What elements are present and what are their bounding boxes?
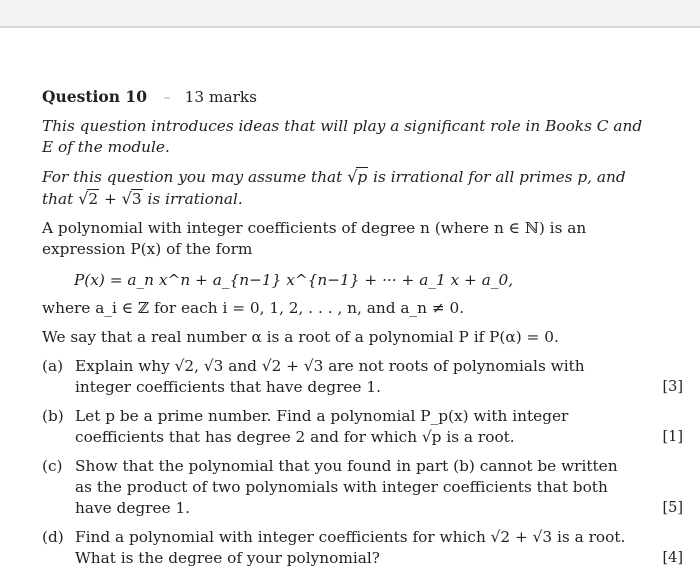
part-label: (b) [42,407,64,425]
top-toolbar-strip [0,0,700,26]
coefficient-condition: where a_i ∈ ℤ for each i = 0, 1, 2, . . . , n, and a_n ≠ 0. [42,299,465,317]
sqrt-p: √p [347,167,368,186]
part-marks: [5] [662,500,683,516]
assumption-text-c: is irrational. [147,190,243,208]
assumption-paragraph [42,166,652,210]
polynomial-formula: P(x) = a_n x^n + a_{n−1} x^{n−1} + ··· + a_1 x + a_0, [74,271,514,289]
part-text: Let p be a prime number. Find a polynomial P_p(x) with integer coefficients that has degree 2 and for which √p is a root. [75,407,569,446]
part-label: (c) [42,457,63,475]
assumption-text-b: is irrational for all primes p, and that [42,168,626,208]
part-label: (d) [42,528,64,546]
sqrt-3: √3 [121,189,142,208]
question-title: Question 10 [42,87,147,106]
part-marks: [1] [662,429,683,445]
top-divider [0,26,700,28]
part-text: Explain why √2, √3 and √2 + √3 are not roots of polynomials with integer coefficients that have degree 1. [75,357,585,396]
sqrt-p-arg: p [357,168,368,186]
sqrt-2: √2 [78,189,99,208]
part-marks: [4] [662,550,683,566]
root-definition: We say that a real number α is a root of a polynomial P if P(α) = 0. [42,328,559,346]
assumption-text-a: For this question you may assume that [42,168,343,186]
question-header [42,86,652,108]
sqrt-3-arg: 3 [131,190,142,208]
definition-paragraph: A polynomial with integer coefficients of degree n (where n ∈ ℕ) is an expression P(x) of the form [42,219,587,258]
part-c [42,456,683,519]
question-marks: 13 marks [184,88,258,106]
part-marks: [3] [662,379,683,395]
part-text: Show that the polynomial that you found in part (b) cannot be written as the product of two polynomials with integer coefficients that both have degree 1. [75,457,618,517]
question-document [42,86,683,577]
header-dash: – [162,88,171,106]
part-b [42,406,683,448]
part-a [42,356,683,398]
part-d [42,527,683,569]
part-text: Find a polynomial with integer coefficients for which √2 + √3 is a root. What is the degree of your polynomial? [75,528,626,567]
intro-paragraph: This question introduces ideas that will play a significant role in Books C and E of the module. [42,117,643,156]
part-label: (a) [42,357,64,375]
sqrt-2-arg: 2 [88,190,99,208]
plus-sign: + [103,190,117,208]
